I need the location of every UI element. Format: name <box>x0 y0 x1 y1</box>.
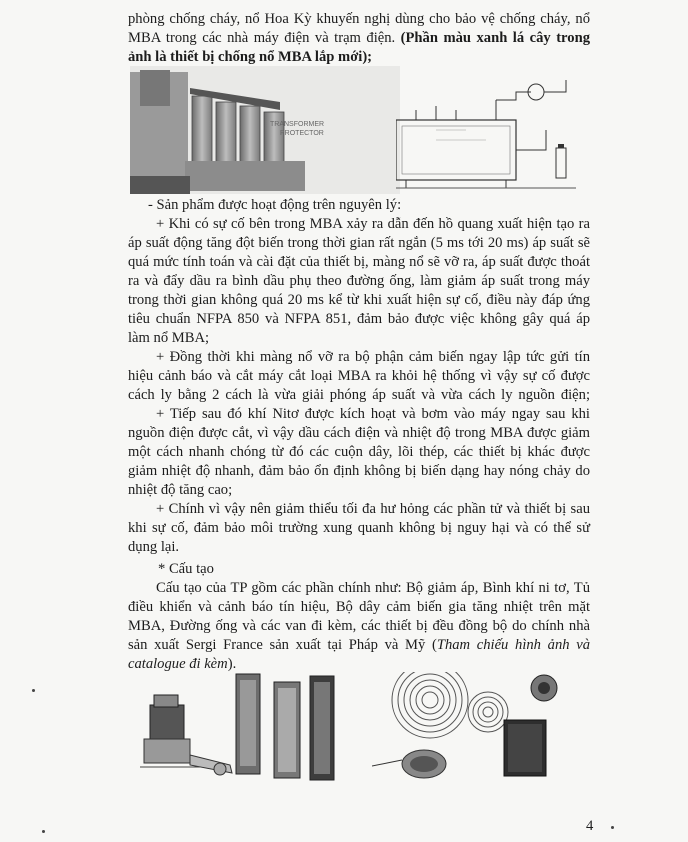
page-number: 4 <box>586 818 594 834</box>
paragraph-line <box>128 636 590 655</box>
paragraph-line: khi sự cố, đảm bảo môi trường xung quanh không bị nguy hại và có thể sử <box>128 520 590 536</box>
italic-run: catalogue đi kèm <box>128 656 228 672</box>
paragraph-line: nhiệt độ tăng cao; <box>128 482 233 498</box>
paragraph-line: phòng chống cháy, nổ Hoa Kỳ khuyến nghị dùng cho bảo vệ chống cháy, nổ <box>128 11 590 27</box>
paragraph-line: làm nổ MBA; <box>128 330 210 346</box>
paragraph-line: áp suất động tăng đột biến trong thời gian rất ngắn (5 ms tới 20 ms) áp suất sẽ <box>128 235 590 251</box>
scan-speck <box>42 830 45 833</box>
pressure-relief-device-photo <box>140 685 240 785</box>
paragraph-line: hiệu cảnh báo và cắt máy cắt loại MBA ra khỏi hệ thống vì vậy sự cố được <box>128 368 590 384</box>
bold-run: (Phần màu xanh lá cây trong <box>400 30 590 46</box>
normal-run: sản xuất Sergi France sản xuất tại Pháp và Mỹ ( <box>128 637 437 653</box>
paragraph-line: tiêu chuẩn NFPA 850 và NFPA 851, đảm bảo được việc không gây quá áp <box>128 311 590 327</box>
paragraph-line: ra và đẩy dầu ra bình dầu phụ theo đường ống, làm giảm áp suất trong máy <box>128 273 590 289</box>
paragraph-line <box>128 29 590 48</box>
scan-speck <box>611 826 614 829</box>
paragraph-line: trong thời gian không quá 20 ms kể từ khi xuất hiện sự cố, điều này đáp ứng <box>128 292 590 308</box>
paragraph-line: cách ly bằng 2 cách là vừa giải phóng áp suất và vừa cách ly nguồn điện; <box>128 387 590 403</box>
paragraph-line: quá mức tính toán và cài đặt của thiết bị, màng nổ sẽ vỡ ra, áp suất được thoát <box>128 254 590 270</box>
italic-run: Tham chiếu hình ảnh và <box>436 637 590 653</box>
figure-caption: PROTECTOR <box>280 130 324 137</box>
paragraph-line: dụng lại. <box>128 539 180 555</box>
paragraph-line: + Tiếp sau đó khí Nitơ được kích hoạt và bơm vào máy ngay sau khi <box>156 406 590 422</box>
paragraph-line: + Chính vì vậy nên giảm thiểu tối đa hư hỏng các phần tử và thiết bị sau <box>156 501 590 517</box>
section-heading: * Cấu tạo <box>158 561 214 577</box>
paragraph-line <box>128 655 236 674</box>
sensor-cable-photo <box>372 672 572 782</box>
paragraph-line: giảm nhiệt độ nhanh, đảm bảo ổn định không bị biến dạng hay nóng chảy do <box>128 463 590 479</box>
paragraph-line: + Đồng thời khi màng nổ vỡ ra bộ phận cảm biến ngay lập tức gửi tín <box>156 349 590 365</box>
normal-run: MBA trong các nhà máy điện và trạm điện. <box>128 30 401 46</box>
section-heading: - Sản phẩm được hoạt động trên nguyên lý: <box>148 197 402 213</box>
paragraph-line: Cấu tạo của TP gồm các phần chính như: Bộ giảm áp, Bình khí ni tơ, Tủ <box>156 580 590 596</box>
transformer-schematic <box>396 70 586 190</box>
paragraph-line: nguồn điện được cắt, vì vậy dầu cách điện và nhiệt độ trong MBA được giảm <box>128 425 590 441</box>
paragraph-line: ảnh là thiết bị chống nổ MBA lắp mới); <box>128 49 373 65</box>
normal-run: ). <box>227 656 237 672</box>
paragraph-line: + Khi có sự cố bên trong MBA xảy ra dẫn đến hồ quang xuất hiện tạo ra <box>156 216 590 232</box>
scan-speck <box>32 689 35 692</box>
paragraph-line: một cách nhanh chóng từ đó các cuộn dây, lõi thép, các thiết bị khác được <box>128 444 590 460</box>
paragraph-line: điều khiển và cảnh báo tín hiệu, Bộ dây cảm biến gia tăng nhiệt trên mặt <box>128 599 590 615</box>
paragraph-line: MBA, Đường ống và các van đi kèm, các thiết bị đều đồng bộ do chính nhà <box>128 618 590 634</box>
figure-caption: TRANSFORMER <box>270 121 325 128</box>
control-cabinet-photo <box>232 672 342 784</box>
transformer-photo <box>130 66 400 194</box>
